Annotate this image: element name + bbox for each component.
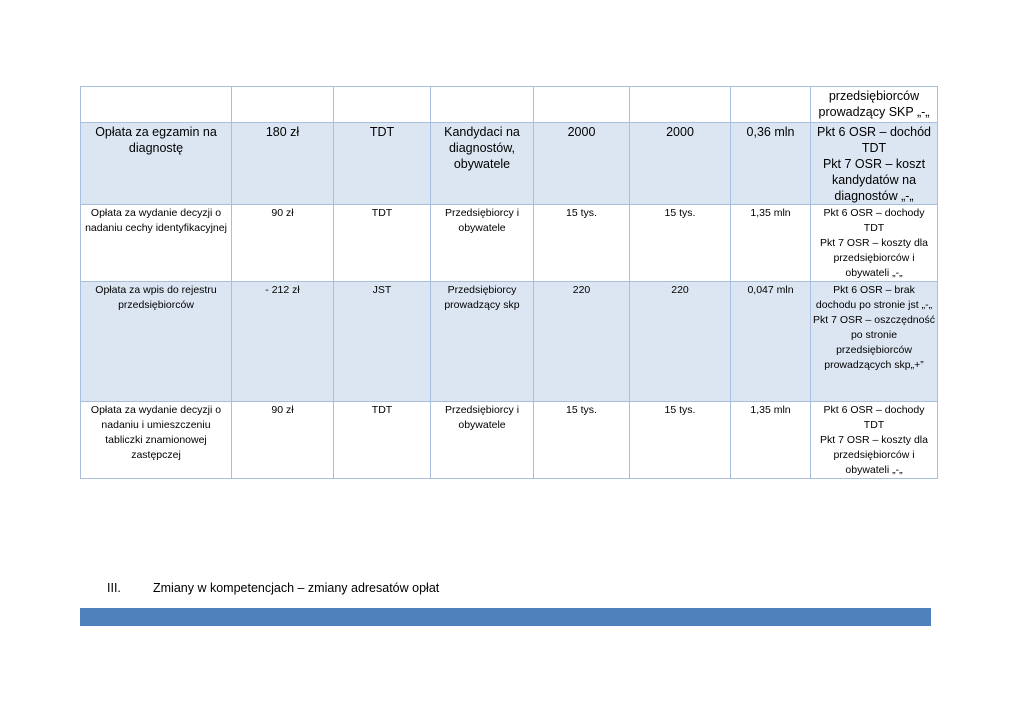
revenue-cell: 0,36 mln xyxy=(731,123,811,205)
revenue-cell: 1,35 mln xyxy=(731,205,811,282)
count-cell-2: 15 tys. xyxy=(630,205,731,282)
count-cell-2: 15 tys. xyxy=(630,402,731,479)
recipient-cell xyxy=(334,87,431,123)
fee-amount-cell: 90 zł xyxy=(232,205,334,282)
fee-name-cell: Opłata za wpis do rejestru przedsiębiorców xyxy=(81,282,232,402)
fee-table xyxy=(80,86,938,479)
count-cell-2 xyxy=(630,87,731,123)
table-row xyxy=(81,123,938,205)
revenue-cell xyxy=(731,87,811,123)
revenue-cell: 1,35 mln xyxy=(731,402,811,479)
osr-impact-cell: Pkt 6 OSR – dochód TDT Pkt 7 OSR – koszt kandydatów na diagnostów „-„ xyxy=(811,123,938,205)
fee-name-cell: Opłata za wydanie decyzji o nadaniu i umieszczeniu tabliczki znamionowej zastępczej xyxy=(81,402,232,479)
table-row xyxy=(81,282,938,402)
table-row xyxy=(81,87,938,123)
revenue-cell: 0,047 mln xyxy=(731,282,811,402)
fee-amount-cell xyxy=(232,87,334,123)
count-cell-2: 220 xyxy=(630,282,731,402)
count-cell: 220 xyxy=(534,282,630,402)
recipient-cell: TDT xyxy=(334,205,431,282)
table-row xyxy=(81,402,938,479)
fee-amount-cell: 180 zł xyxy=(232,123,334,205)
count-cell-2: 2000 xyxy=(630,123,731,205)
fee-name-cell: Opłata za egzamin na diagnostę xyxy=(81,123,232,205)
payer-cell: Przedsiębiorcy i obywatele xyxy=(431,205,534,282)
osr-impact-cell: Pkt 6 OSR – dochody TDT Pkt 7 OSR – koszty dla przedsiębiorców i obywateli „-„ xyxy=(811,402,938,479)
fee-amount-cell: 90 zł xyxy=(232,402,334,479)
table-row xyxy=(81,205,938,282)
section-header-bar xyxy=(80,608,931,626)
fee-amount-cell: - 212 zł xyxy=(232,282,334,402)
count-cell: 2000 xyxy=(534,123,630,205)
osr-impact-cell: Pkt 6 OSR – brak dochodu po stronie jst „-„ Pkt 7 OSR – oszczędność po stronie przedsiębiorców prowadzących skp„+” xyxy=(811,282,938,402)
payer-cell: Kandydaci na diagnostów, obywatele xyxy=(431,123,534,205)
osr-impact-cell: przedsiębiorców prowadzący SKP „-„ xyxy=(811,87,938,123)
count-cell xyxy=(534,87,630,123)
count-cell: 15 tys. xyxy=(534,402,630,479)
section-number: III. xyxy=(107,581,121,595)
recipient-cell: TDT xyxy=(334,402,431,479)
count-cell: 15 tys. xyxy=(534,205,630,282)
payer-cell xyxy=(431,87,534,123)
payer-cell: Przedsiębiorcy i obywatele xyxy=(431,402,534,479)
fee-name-cell: Opłata za wydanie decyzji o nadaniu cechy identyfikacyjnej xyxy=(81,205,232,282)
osr-impact-cell: Pkt 6 OSR – dochody TDT Pkt 7 OSR – koszty dla przedsiębiorców i obywateli „-„ xyxy=(811,205,938,282)
recipient-cell: JST xyxy=(334,282,431,402)
fee-name-cell xyxy=(81,87,232,123)
section-title: Zmiany w kompetencjach – zmiany adresatów opłat xyxy=(153,581,440,595)
payer-cell: Przedsiębiorcy prowadzący skp xyxy=(431,282,534,402)
recipient-cell: TDT xyxy=(334,123,431,205)
